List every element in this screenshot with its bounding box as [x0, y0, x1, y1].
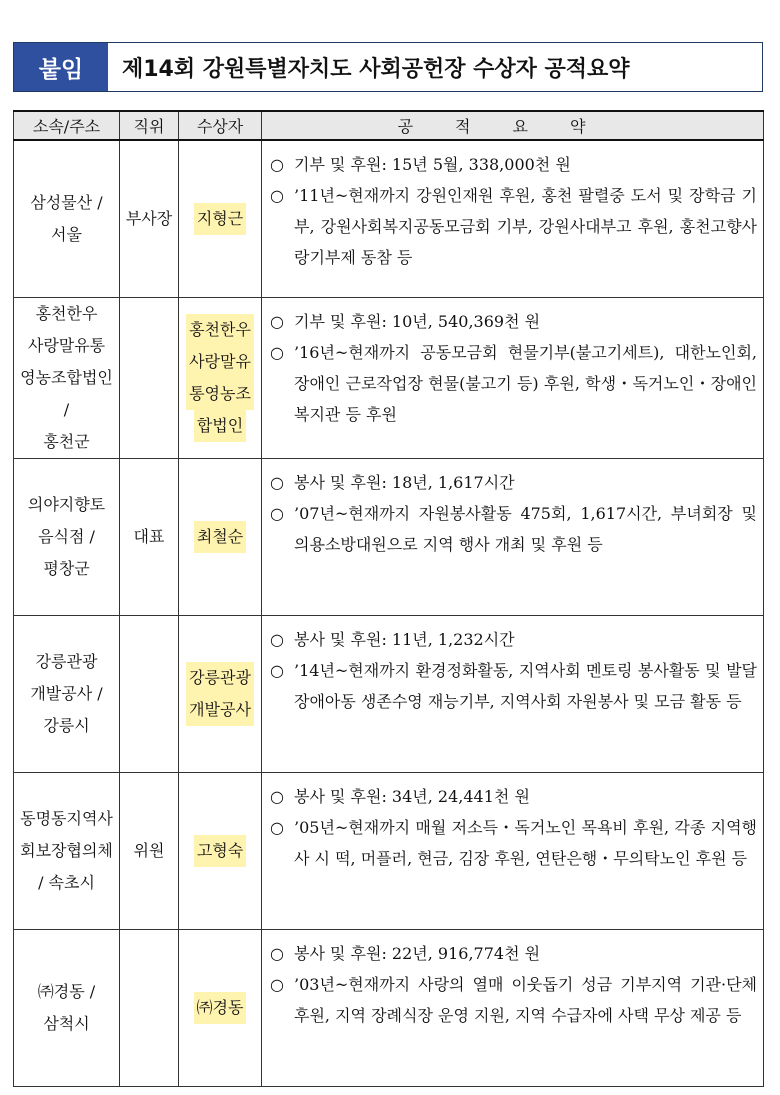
summary-item	[270, 149, 757, 180]
affiliation-line: 삼척시	[43, 1013, 90, 1033]
awardee-name-highlight: 통영농조	[186, 378, 254, 410]
awardee-cell	[179, 929, 262, 1086]
summary-item	[270, 306, 757, 337]
affiliation-cell	[14, 929, 120, 1086]
awardee-name-highlight: 최철순	[194, 521, 246, 553]
summary-item	[270, 938, 757, 969]
position-cell: 위원	[120, 772, 179, 929]
summary-text: 기부 및 후원: 10년, 540,369천 원	[294, 311, 541, 331]
awardee-name-highlight: 홍천한우	[186, 314, 254, 346]
circle-bullet-icon: ○	[270, 155, 284, 174]
summary-text: ’05년~현재까지 매월 저소득・독거노인 목욕비 후원, 각종 지역행사 시 떡, 머플러, 현금, 김장 후원, 연탄은행・무의탁노인 후원 등	[294, 817, 757, 868]
awardee-name-highlight: ㈜경동	[194, 992, 247, 1024]
awardee-name-highlight: 지형근	[194, 203, 246, 235]
summary-item	[270, 467, 757, 498]
affiliation-line: 홍천한우	[35, 303, 98, 323]
awardee-cell	[179, 297, 262, 458]
summary-text: 기부 및 후원: 15년 5월, 338,000천 원	[294, 155, 571, 174]
achievement-summary-cell	[262, 615, 764, 772]
attachment-badge: 붙임	[14, 43, 108, 91]
affiliation-line: 개발공사 /	[30, 683, 103, 703]
position-cell: 대표	[120, 458, 179, 615]
affiliation-line: 홍천군	[43, 431, 90, 451]
circle-bullet-icon: ○	[270, 817, 284, 837]
summary-item	[270, 655, 757, 717]
circle-bullet-icon: ○	[270, 342, 284, 362]
summary-text: ’14년~현재까지 환경정화활동, 지역사회 멘토링 봉사활동 및 발달장애아동 생존수영 재능기부, 지역사회 자원봉사 및 모금 활동 등	[294, 660, 757, 711]
summary-text: 봉사 및 후원: 11년, 1,232시간	[294, 629, 515, 649]
circle-bullet-icon: ○	[270, 974, 284, 994]
affiliation-line: ㈜경동 /	[37, 981, 96, 1001]
summary-item	[270, 180, 757, 273]
circle-bullet-icon: ○	[270, 943, 284, 963]
awardee-name-highlight: 강릉관광	[186, 662, 254, 694]
affiliation-cell	[14, 297, 120, 458]
affiliation-line: / 속초시	[38, 872, 95, 892]
summary-item	[270, 337, 757, 430]
summary-text: ’03년~현재까지 사랑의 열매 이웃돕기 성금 기부지역 기관·단체 후원, 지역 장례식장 운영 지원, 지역 수급자에 사택 무상 제공 등	[294, 974, 757, 1025]
column-header-position: 직위	[120, 111, 179, 140]
affiliation-cell	[14, 458, 120, 615]
document-title: 제14회 강원특별자치도 사회공헌장 수상자 공적요약	[122, 56, 630, 82]
table-header-row	[14, 111, 764, 140]
awardee-cell	[179, 772, 262, 929]
achievement-summary-cell	[262, 297, 764, 458]
position-cell	[120, 929, 179, 1086]
award-summary-table	[13, 110, 764, 1087]
awardee-cell	[179, 458, 262, 615]
column-header-summary: 공적요약	[262, 111, 764, 140]
awardee-cell	[179, 615, 262, 772]
circle-bullet-icon: ○	[270, 311, 284, 331]
awardee-name-highlight: 고형숙	[194, 835, 246, 867]
circle-bullet-icon: ○	[270, 503, 284, 523]
summary-item	[270, 969, 757, 1031]
position-cell	[120, 615, 179, 772]
table-row	[14, 458, 764, 615]
affiliation-line: 사랑말유통	[27, 335, 106, 355]
summary-item	[270, 624, 757, 655]
summary-text: ’16년~현재까지 공동모금회 현물기부(불고기세트), 대한노인회, 장애인 근로작업장 현물(불고기 등) 후원, 학생・독거노인・장애인복지관 등 후원	[294, 342, 757, 424]
summary-text: 봉사 및 후원: 22년, 916,774천 원	[294, 943, 541, 963]
affiliation-cell	[14, 772, 120, 929]
circle-bullet-icon: ○	[270, 786, 284, 806]
affiliation-cell	[14, 615, 120, 772]
table-row	[14, 140, 764, 297]
summary-item	[270, 812, 757, 874]
table-row	[14, 929, 764, 1086]
summary-text: ’11년~현재까지 강원인재원 후원, 홍천 팔렬중 도서 및 장학금 기부, 강원사회복지공동모금회 기부, 강원사대부고 후원, 홍천고향사랑기부제 동참 등	[294, 186, 757, 267]
position-cell: 부사장	[120, 140, 179, 297]
affiliation-cell	[14, 140, 120, 297]
affiliation-line: 회보장협의체	[20, 840, 113, 860]
table-row	[14, 615, 764, 772]
position-cell	[120, 297, 179, 458]
summary-item	[270, 781, 757, 812]
affiliation-line: 서울	[51, 224, 82, 244]
summary-item	[270, 498, 757, 560]
circle-bullet-icon: ○	[270, 660, 284, 680]
affiliation-line: 삼성물산 /	[30, 192, 103, 212]
circle-bullet-icon: ○	[270, 472, 284, 492]
column-header-affiliation: 소속/주소	[14, 111, 120, 140]
table-row	[14, 772, 764, 929]
affiliation-line: 영농조합법인 /	[20, 367, 113, 419]
awardee-cell	[179, 140, 262, 297]
summary-text: 봉사 및 후원: 18년, 1,617시간	[294, 472, 515, 492]
affiliation-line: 동명동지역사	[20, 808, 113, 828]
awardee-name-highlight: 개발공사	[186, 694, 254, 726]
affiliation-line: 의야지향토	[27, 494, 106, 514]
achievement-summary-cell	[262, 140, 764, 297]
affiliation-line: 강릉시	[43, 715, 90, 735]
circle-bullet-icon: ○	[270, 629, 284, 649]
document-title-bar	[13, 42, 763, 92]
table-row	[14, 297, 764, 458]
summary-text: ’07년~현재까지 자원봉사활동 475회, 1,617시간, 부녀회장 및 의용소방대원으로 지역 행사 개최 및 후원 등	[294, 503, 757, 554]
awardee-name-highlight: 합법인	[194, 410, 246, 442]
column-header-awardee: 수상자	[179, 111, 262, 140]
achievement-summary-cell	[262, 458, 764, 615]
summary-text: 봉사 및 후원: 34년, 24,441천 원	[294, 786, 530, 806]
affiliation-line: 강릉관광	[35, 651, 98, 671]
affiliation-line: 음식점 /	[38, 526, 95, 546]
circle-bullet-icon: ○	[270, 186, 284, 205]
affiliation-line: 평창군	[43, 558, 90, 578]
achievement-summary-cell	[262, 929, 764, 1086]
achievement-summary-cell	[262, 772, 764, 929]
awardee-name-highlight: 사랑말유	[186, 346, 254, 378]
